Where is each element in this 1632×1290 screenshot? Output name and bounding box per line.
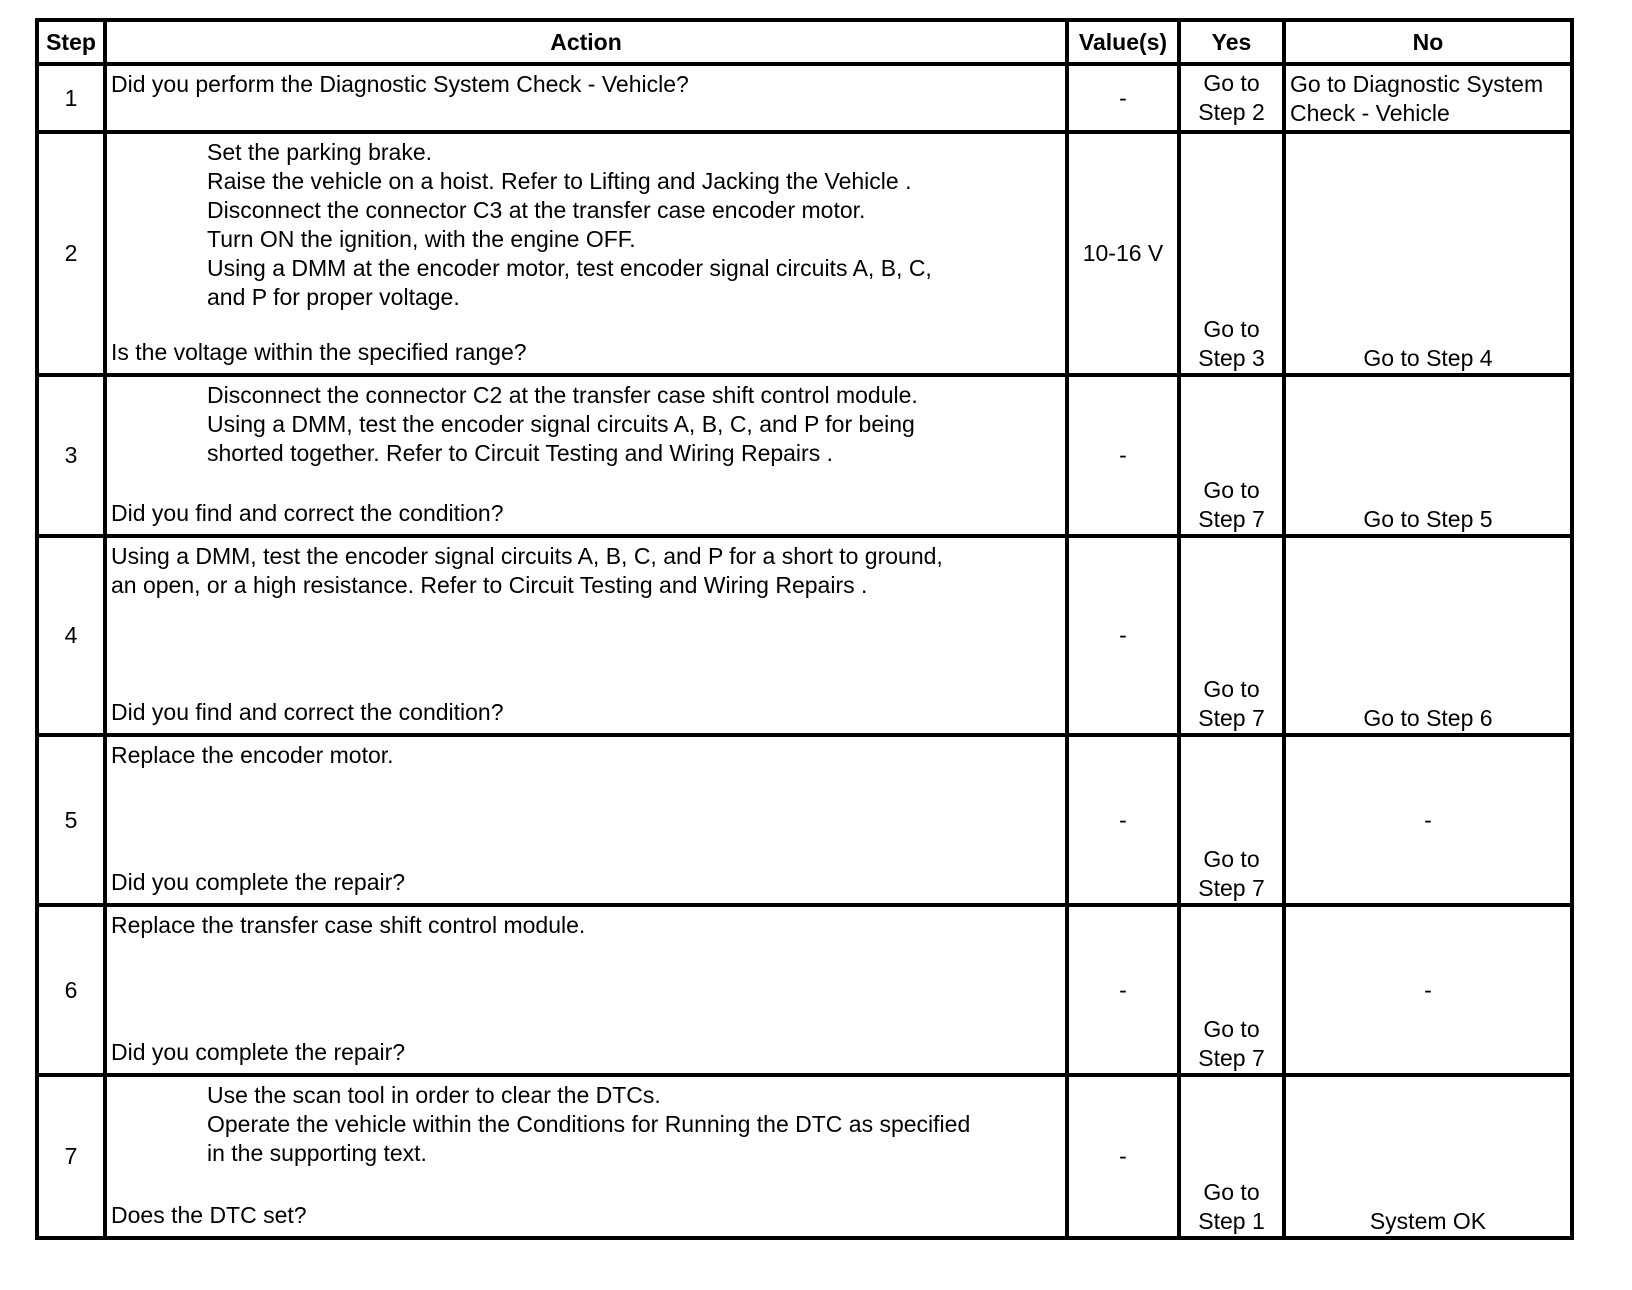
yes-cell bbox=[1179, 905, 1284, 1075]
yes-line: Step 7 bbox=[1198, 506, 1265, 532]
action-cell bbox=[105, 132, 1067, 375]
no-cell: Go to Step 6 bbox=[1284, 536, 1572, 735]
yes-line: Step 7 bbox=[1198, 875, 1265, 901]
action-bullet: Raise the vehicle on a hoist. Refer to Lifting and Jacking the Vehicle . bbox=[207, 168, 912, 194]
value-cell: 10-16 V bbox=[1067, 132, 1179, 375]
step-number: 1 bbox=[37, 64, 105, 132]
action-cell bbox=[105, 375, 1067, 536]
yes-cell bbox=[1179, 735, 1284, 905]
action-cell bbox=[105, 735, 1067, 905]
action-text: Did you perform the Diagnostic System Check - Vehicle? bbox=[111, 71, 689, 97]
diagnostic-table bbox=[35, 18, 1574, 1240]
step-number: 3 bbox=[37, 375, 105, 536]
no-line: Check - Vehicle bbox=[1290, 100, 1450, 126]
value-cell: - bbox=[1067, 536, 1179, 735]
yes-line: Go to bbox=[1203, 70, 1260, 96]
action-text-line: an open, or a high resistance. Refer to Circuit Testing and Wiring Repairs . bbox=[111, 572, 868, 598]
no-cell: - bbox=[1284, 905, 1572, 1075]
action-bullet: Using a DMM, test the encoder signal circuits A, B, C, and P for being bbox=[207, 411, 915, 437]
value-cell: - bbox=[1067, 905, 1179, 1075]
no-cell: System OK bbox=[1284, 1075, 1572, 1238]
yes-line: Go to bbox=[1203, 846, 1260, 872]
table-row bbox=[37, 536, 1572, 735]
value-cell: - bbox=[1067, 1075, 1179, 1238]
action-question: Is the voltage within the specified range? bbox=[111, 339, 527, 365]
yes-cell bbox=[1179, 536, 1284, 735]
yes-line: Step 2 bbox=[1198, 99, 1265, 125]
step-number: 6 bbox=[37, 905, 105, 1075]
action-question: Did you find and correct the condition? bbox=[111, 500, 504, 526]
yes-line: Step 7 bbox=[1198, 705, 1265, 731]
no-cell bbox=[1284, 64, 1572, 132]
step-number: 4 bbox=[37, 536, 105, 735]
header-row bbox=[37, 20, 1572, 64]
action-cell bbox=[105, 536, 1067, 735]
yes-line: Step 1 bbox=[1198, 1208, 1265, 1234]
no-cell: Go to Step 4 bbox=[1284, 132, 1572, 375]
action-bullet: Disconnect the connector C3 at the transfer case encoder motor. bbox=[207, 197, 866, 223]
no-cell: - bbox=[1284, 735, 1572, 905]
action-bullets bbox=[107, 1077, 1065, 1168]
action-text bbox=[107, 538, 1065, 600]
step-number: 2 bbox=[37, 132, 105, 375]
action-cell bbox=[105, 64, 1067, 132]
table-row bbox=[37, 1075, 1572, 1238]
action-bullet: Operate the vehicle within the Conditions for Running the DTC as specified bbox=[207, 1111, 971, 1137]
action-question: Did you find and correct the condition? bbox=[111, 699, 504, 725]
action-bullet: Use the scan tool in order to clear the DTCs. bbox=[207, 1082, 661, 1108]
table-row bbox=[37, 905, 1572, 1075]
action-bullet: and P for proper voltage. bbox=[207, 284, 460, 310]
step-number: 5 bbox=[37, 735, 105, 905]
action-text: Replace the transfer case shift control module. bbox=[111, 912, 586, 938]
action-bullet: in the supporting text. bbox=[207, 1140, 427, 1166]
yes-line: Go to bbox=[1203, 676, 1260, 702]
table-row bbox=[37, 735, 1572, 905]
action-question: Does the DTC set? bbox=[111, 1202, 307, 1228]
value-cell: - bbox=[1067, 735, 1179, 905]
yes-cell bbox=[1179, 132, 1284, 375]
table-row bbox=[37, 64, 1572, 132]
action-cell bbox=[105, 1075, 1067, 1238]
header-step: Step bbox=[37, 20, 105, 64]
header-yes: Yes bbox=[1179, 20, 1284, 64]
action-bullet: Disconnect the connector C2 at the transfer case shift control module. bbox=[207, 382, 918, 408]
action-bullet: shorted together. Refer to Circuit Testing and Wiring Repairs . bbox=[207, 440, 833, 466]
action-bullet: Using a DMM at the encoder motor, test encoder signal circuits A, B, C, bbox=[207, 255, 932, 281]
yes-line: Go to bbox=[1203, 1179, 1260, 1205]
yes-cell bbox=[1179, 375, 1284, 536]
action-cell bbox=[105, 905, 1067, 1075]
action-bullet: Turn ON the ignition, with the engine OFF. bbox=[207, 226, 636, 252]
yes-cell bbox=[1179, 1075, 1284, 1238]
table-row bbox=[37, 132, 1572, 375]
yes-line: Go to bbox=[1203, 477, 1260, 503]
no-line: Go to Diagnostic System bbox=[1290, 71, 1544, 97]
action-bullet: Set the parking brake. bbox=[207, 139, 433, 165]
action-text: Replace the encoder motor. bbox=[111, 742, 394, 768]
action-text-line: Using a DMM, test the encoder signal circuits A, B, C, and P for a short to ground, bbox=[111, 543, 943, 569]
action-bullets bbox=[107, 377, 1065, 468]
action-question: Did you complete the repair? bbox=[111, 869, 406, 895]
header-no: No bbox=[1284, 20, 1572, 64]
no-cell: Go to Step 5 bbox=[1284, 375, 1572, 536]
yes-line: Go to bbox=[1203, 316, 1260, 342]
yes-line: Step 7 bbox=[1198, 1045, 1265, 1071]
step-number: 7 bbox=[37, 1075, 105, 1238]
action-question: Did you complete the repair? bbox=[111, 1039, 406, 1065]
header-action: Action bbox=[105, 20, 1067, 64]
table-row bbox=[37, 375, 1572, 536]
yes-cell bbox=[1179, 64, 1284, 132]
header-values: Value(s) bbox=[1067, 20, 1179, 64]
yes-line: Step 3 bbox=[1198, 345, 1265, 371]
value-cell: - bbox=[1067, 375, 1179, 536]
yes-line: Go to bbox=[1203, 1016, 1260, 1042]
action-bullets bbox=[107, 134, 1065, 312]
value-cell: - bbox=[1067, 64, 1179, 132]
